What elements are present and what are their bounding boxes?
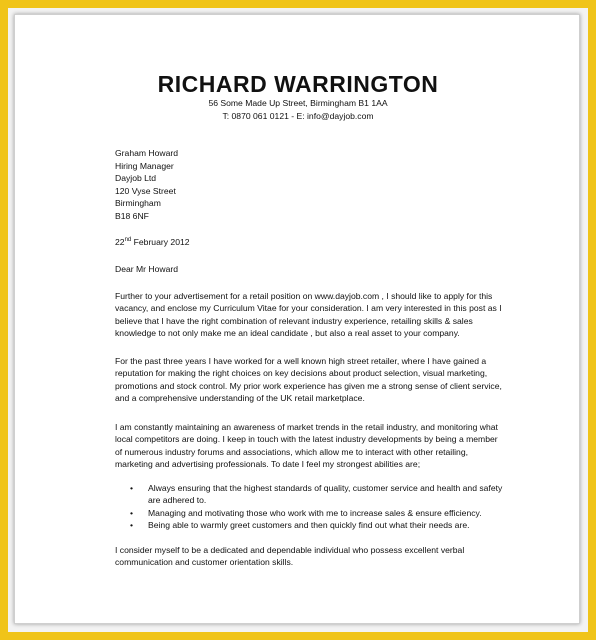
bullet-icon: • [130, 483, 134, 493]
letter-date [115, 237, 190, 247]
paragraph-closing: I consider myself to be a dedicated and dependable individual who possess excellent verbal communication and customer orientation skills. [115, 545, 465, 568]
recipient-line: Graham Howard [115, 148, 179, 158]
sender-contact: T: 0870 061 0121 - E: info@dayjob.com [222, 111, 374, 121]
paragraph-experience: For the past three years I have worked for a well known high street retailer, where I have gained a reputation for making the right choices on key decisions about product selection, visual marketing, promotions and stock control. My prior work experience has given me a strong sense of client service, and a comprehensive understanding of the UK retail marketplace. [115, 356, 502, 403]
date-day: 22 [115, 237, 125, 247]
letter-page [14, 14, 580, 624]
sender-address: 56 Some Made Up Street, Birmingham B1 1AA [208, 98, 388, 108]
salutation: Dear Mr Howard [115, 264, 179, 274]
date-month-year: February 2012 [131, 237, 190, 247]
list-item [130, 507, 510, 519]
recipient-line: 120 Vyse Street [115, 185, 176, 196]
date-suffix: nd [124, 237, 132, 244]
recipient-line: B18 6NF [115, 210, 149, 221]
list-item [130, 482, 510, 507]
sender-name: RICHARD WARRINGTON [157, 71, 439, 97]
recipient-line: Hiring Manager [115, 160, 174, 171]
list-item-text: Managing and motivating those who work with me to increase sales & ensure efficiency. [148, 507, 482, 518]
bullet-icon: • [130, 519, 134, 530]
paragraph-intro: Further to your advertisement for a retail position on www.dayjob.com , I should like to apply for this vacancy, and enclose my Curriculum Vitae for your consideration. I am very interested in this post as I believe that I have the right combination of relevant industry experience, retailing skills & sales knowledge to not only make me an ideal candidate , but also a real asset to your company. [115, 291, 502, 338]
list-item [130, 519, 510, 531]
bullet-icon: • [130, 507, 134, 518]
recipient-line: Dayjob Ltd [115, 173, 157, 184]
recipient-block [115, 147, 178, 223]
list-item-text: Being able to warmly greet customers and then quickly find out what their needs are. [148, 519, 470, 530]
paragraph-awareness: I am constantly maintaining an awareness of market trends in the retail industry, and monitoring what local competitors are doing. I keep in touch with the latest industry developments by being a member of numerous industry forums and associations, which allow me to interact with other retailing, marketing and advertising professionals. To date I feel my strongest abilities are; [115, 422, 498, 469]
recipient-line: Birmingham [115, 198, 161, 209]
list-item-text: Always ensuring that the highest standards of quality, customer service and health and safety are adhered to. [148, 483, 503, 506]
abilities-list [130, 482, 510, 531]
